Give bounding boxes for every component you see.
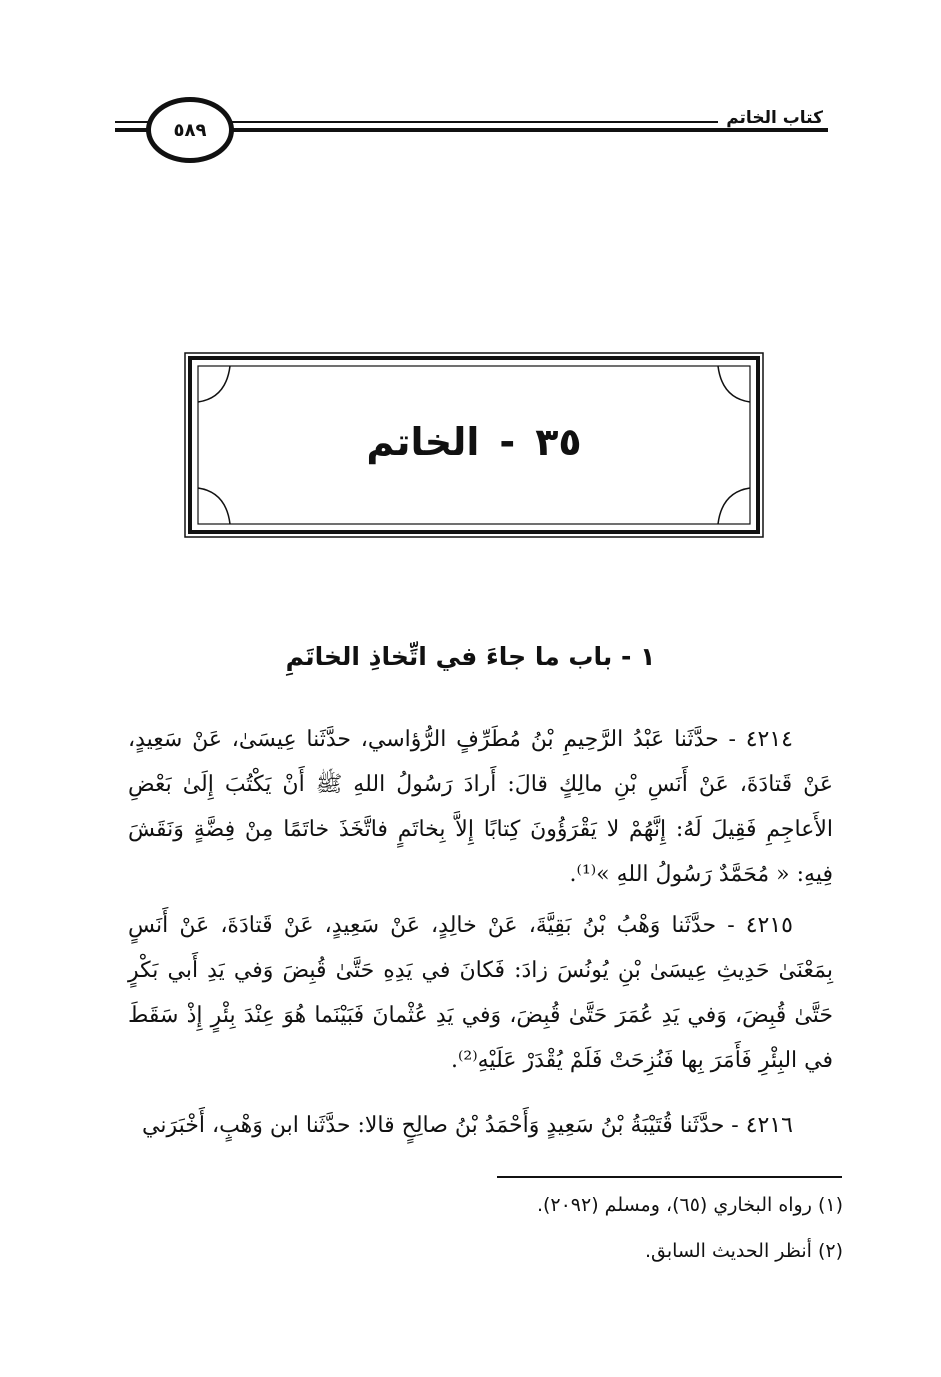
chapter-heading: [184, 420, 764, 464]
hadith-4214: ٤٢١٤ - حدَّثَنا عَبْدُ الرَّحِيمِ بْنُ مُطَرِّفٍ الرُّؤاسي، حدَّثَنا عِيسَىٰ، عَنْ سَعِيدٍ، عَنْ قَتادَةَ، عَنْ أَنَسِ بْنِ مالِكٍ قالَ: أَرادَ رَسُولُ اللهِ ﷺ أَنْ يَكْتُبَ إِلَىٰ بَعْضِ الأَعاجِمِ فَقِيلَ لَهُ: إِنَّهُمْ لا يَقْرَؤُونَ كِتابًا إِلاَّ بِخاتَمٍ فاتَّخَذَ خاتَمًا مِنْ فِضَّةٍ وَنَقَشَ فِيهِ: « مُحَمَّدٌ رَسُولُ اللهِ »⁽¹⁾.: [128, 727, 833, 887]
footnote-2: (٢) أنظر الحديث السابق.: [644, 1240, 843, 1262]
section-heading: ١ - باب ما جاءَ في اتِّخاذِ الخاتَمِ: [285, 642, 656, 671]
chapter-title: الخاتم: [366, 420, 480, 464]
hadith-4216: ٤٢١٦ - حدَّثَنا قُتَيْبَةُ بْنُ سَعِيدٍ وَأَحْمَدُ بْنُ صالِحٍ قالا: حدَّثَنا ابن وَهْبٍ، أَخْبَرَني: [142, 1113, 793, 1138]
chapter-separator: -: [499, 420, 516, 464]
footnote-rule: [497, 1176, 842, 1178]
hadith-4215: ٤٢١٥ - حدَّثَنا وَهْبُ بْنُ بَقِيَّةَ، عَنْ خالِدٍ، عَنْ سَعِيدٍ، عَنْ قَتادَةَ، عَنْ أَنَسٍ بِمَعْنَىٰ حَدِيثِ عِيسَىٰ بْنِ يُونُسَ زادَ: فَكانَ في يَدِهِ حَتَّىٰ قُبِضَ وَفي يَدِ أَبي بَكْرٍ حَتَّىٰ قُبِضَ، وَفي يَدِ عُمَرَ حَتَّىٰ قُبِضَ، وَفي يَدِ عُثْمانَ فَبَيْنَما هُوَ عِنْدَ بِئْرٍ إِذْ سَقَطَ في البِئْرِ فَأَمَرَ بِها فَنُزِحَتْ فَلَمْ يُقْدَرْ عَلَيْهِ⁽²⁾.: [128, 913, 833, 1073]
header-book-title: كتاب الخاتم: [718, 108, 831, 128]
footnote-1: (١) رواه البخاري (٦٥)، ومسلم (٢٠٩٢).: [536, 1194, 843, 1216]
chapter-number: ٣٥: [535, 420, 582, 464]
page-number: ٥٨٩: [146, 97, 234, 163]
